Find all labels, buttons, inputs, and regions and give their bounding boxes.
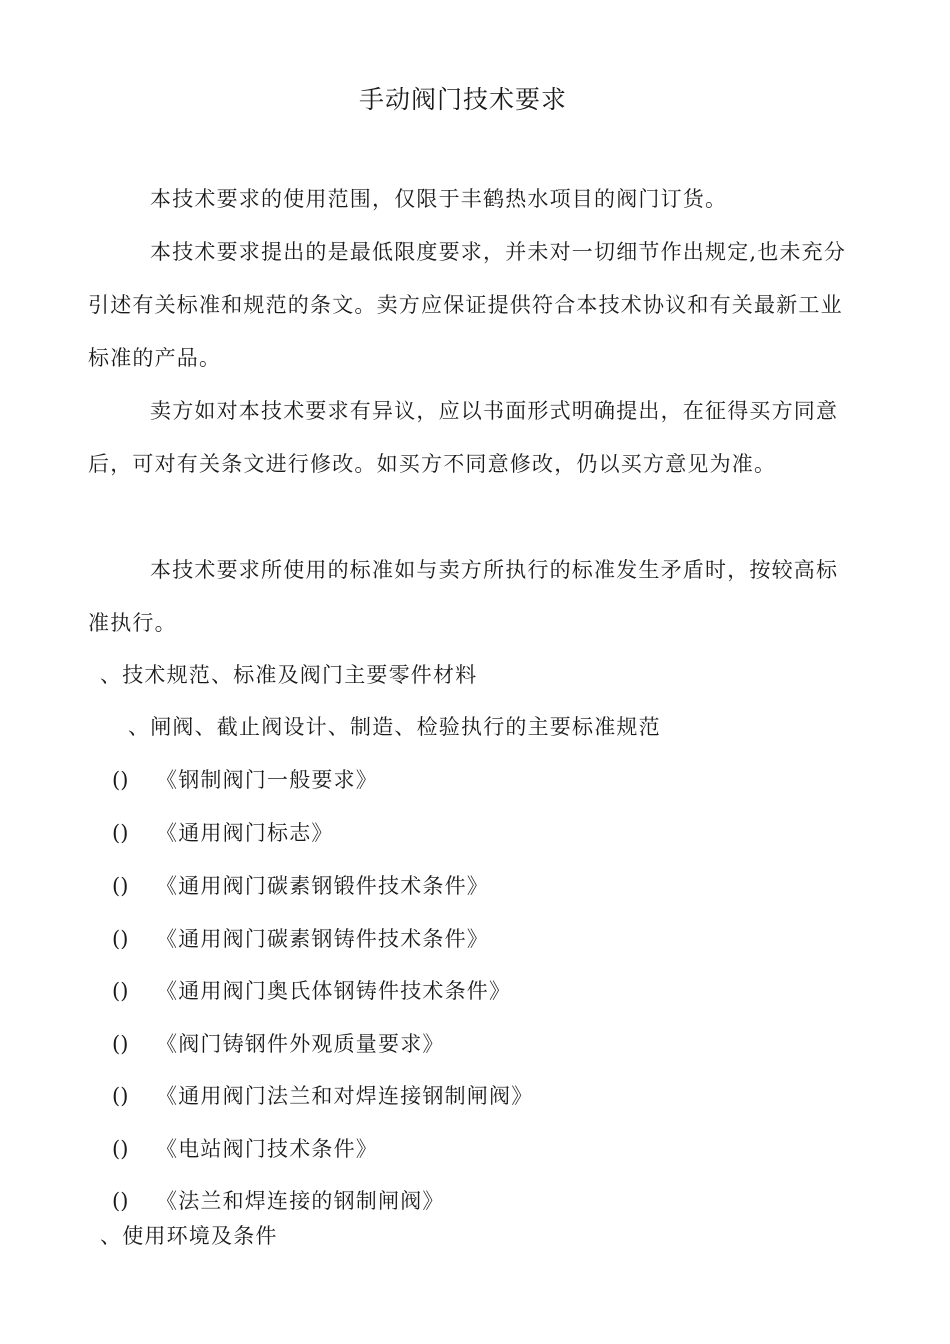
standard-name: 《通用阀门碳素钢铸件技术条件》 bbox=[156, 927, 489, 951]
standard-number-placeholder: () bbox=[112, 1032, 129, 1056]
document-title: 手动阀门技术要求 bbox=[358, 85, 567, 114]
standard-number-placeholder: () bbox=[112, 1189, 129, 1213]
standard-name: 《通用阀门标志》 bbox=[156, 821, 334, 845]
paragraph-scope: 本技术要求的使用范围，仅限于丰鹤热水项目的阀门订货。 bbox=[150, 187, 728, 211]
standard-name: 《通用阀门碳素钢锻件技术条件》 bbox=[156, 874, 489, 898]
standard-number-placeholder: () bbox=[112, 874, 129, 898]
standard-list-item bbox=[112, 924, 489, 954]
standard-number-placeholder: () bbox=[112, 979, 129, 1003]
standard-name: 《法兰和焊连接的钢制闸阀》 bbox=[156, 1189, 445, 1213]
standard-list-item bbox=[112, 976, 511, 1006]
standard-name: 《钢制阀门一般要求》 bbox=[156, 768, 378, 792]
paragraph-minimum-requirements: 本技术要求提出的是最低限度要求，并未对一切细节作出规定,也未充分引述有关标准和规范的条文。卖方应保证提供符合本技术协议和有关最新工业标准的产品。 bbox=[88, 240, 847, 370]
standard-name: 《通用阀门奥氏体钢铸件技术条件》 bbox=[156, 979, 512, 1003]
standard-name: 《阀门铸钢件外观质量要求》 bbox=[156, 1032, 445, 1056]
standard-number-placeholder: () bbox=[112, 768, 129, 792]
standard-list-item bbox=[112, 1081, 533, 1111]
standard-list-item bbox=[112, 871, 489, 901]
standard-list-item bbox=[112, 818, 334, 848]
standard-number-placeholder: () bbox=[112, 1084, 129, 1108]
standard-name: 《通用阀门法兰和对焊连接钢制闸阀》 bbox=[156, 1084, 534, 1108]
standard-list-item bbox=[112, 1186, 445, 1216]
standard-name: 《电站阀门技术条件》 bbox=[156, 1137, 378, 1161]
section-heading-technical-specs: 、技术规范、标准及阀门主要零件材料 bbox=[100, 663, 478, 687]
paragraph-standards-conflict: 本技术要求所使用的标准如与卖方所执行的标准发生矛盾时，按较高标准执行。 bbox=[88, 558, 839, 635]
standard-list-item bbox=[112, 1029, 445, 1059]
standard-number-placeholder: () bbox=[112, 1137, 129, 1161]
standard-list-item bbox=[112, 765, 378, 795]
subsection-heading-valve-standards: 、闸阀、截止阀设计、制造、检验执行的主要标准规范 bbox=[128, 715, 661, 739]
standard-list-item bbox=[112, 1134, 378, 1164]
section-heading-operating-conditions: 、使用环境及条件 bbox=[100, 1224, 278, 1248]
standard-number-placeholder: () bbox=[112, 821, 129, 845]
standard-number-placeholder: () bbox=[112, 927, 129, 951]
paragraph-objections: 卖方如对本技术要求有异议，应以书面形式明确提出，在征得买方同意后，可对有关条文进行修改。如买方不同意修改，仍以买方意见为准。 bbox=[88, 399, 839, 476]
